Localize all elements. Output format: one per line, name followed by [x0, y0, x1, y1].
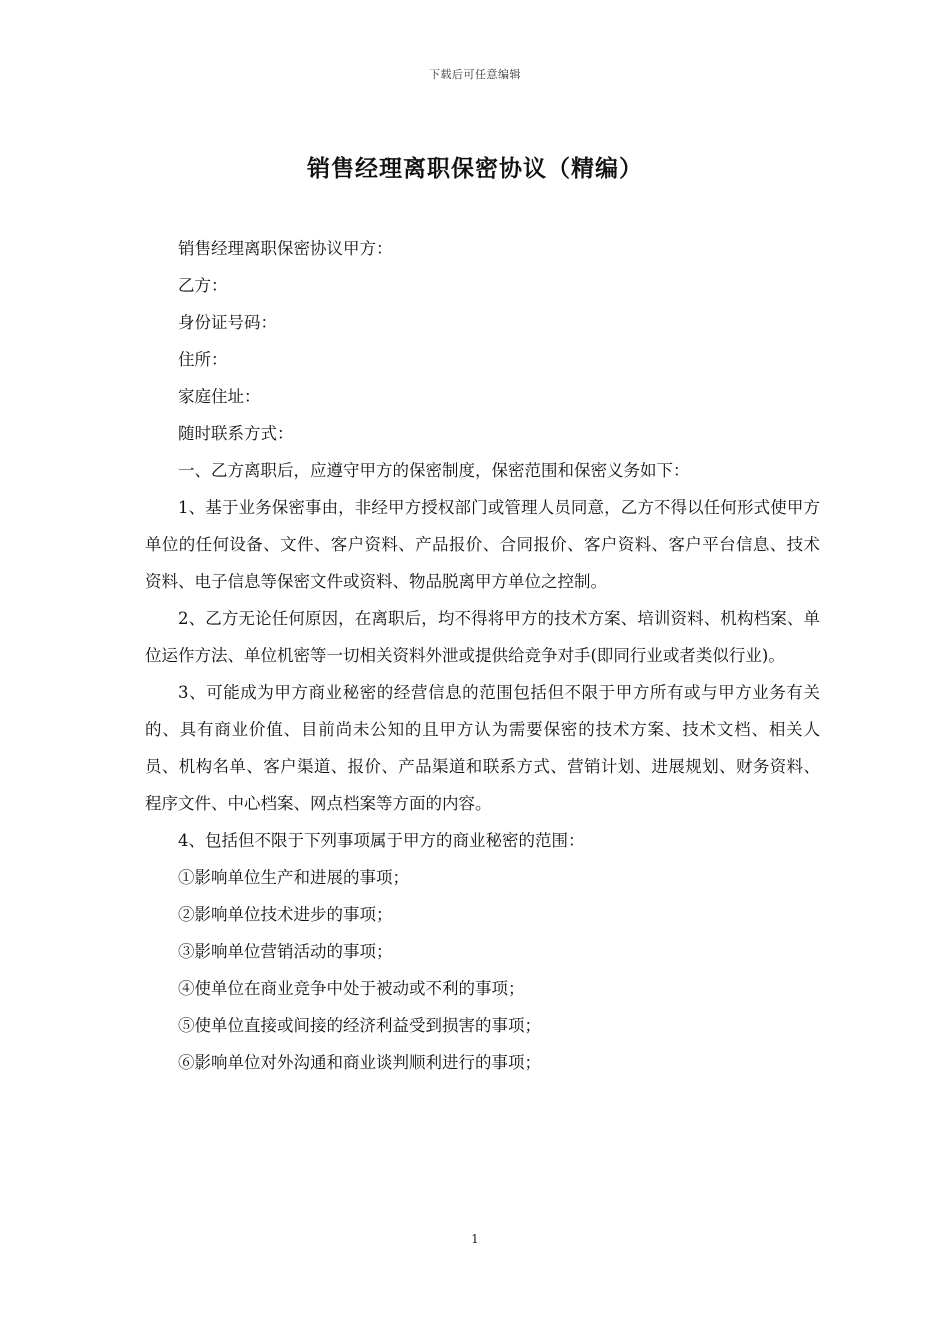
page-number: 1: [471, 1232, 479, 1246]
list-item: ⑤使单位直接或间接的经济利益受到损害的事项；: [178, 1016, 541, 1035]
paragraph-home-address: 家庭住址：: [178, 387, 261, 406]
paragraph-party-a: 销售经理离职保密协议甲方：: [178, 239, 393, 258]
list-item: ④使单位在商业竞争中处于被动或不利的事项；: [178, 979, 525, 998]
page-header-note: 下载后可任意编辑: [429, 68, 521, 81]
paragraph-clause-3: 3、可能成为甲方商业秘密的经营信息的范围包括但不限于甲方所有或与甲方业务有关的、具有商业价值、目前尚未公知的且甲方认为需要保密的技术方案、技术文档、相关人员、机构名单、客户渠道、报价、产品渠道和联系方式、营销计划、进展规划、财务资料、程序文件、中心档案、网点档案等方面的内容。: [145, 683, 820, 813]
list-item: ②影响单位技术进步的事项；: [178, 905, 393, 924]
paragraph-clause-1: 1、基于业务保密事由，非经甲方授权部门或管理人员同意，乙方不得以任何形式使甲方单位的任何设备、文件、客户资料、产品报价、合同报价、客户资料、客户平台信息、技术资料、电子信息等保密文件或资料、物品脱离甲方单位之控制。: [145, 498, 820, 591]
list-item: ⑥影响单位对外沟通和商业谈判顺利进行的事项；: [178, 1053, 541, 1072]
paragraph-section-1: 一、乙方离职后，应遵守甲方的保密制度，保密范围和保密义务如下：: [178, 461, 690, 480]
paragraph-id-number: 身份证号码：: [178, 313, 277, 332]
document-title: 销售经理离职保密协议（精编）: [307, 155, 643, 182]
paragraph-contact: 随时联系方式：: [178, 424, 294, 443]
paragraph-residence: 住所：: [178, 350, 228, 369]
list-item: ③影响单位营销活动的事项；: [178, 942, 393, 961]
paragraph-clause-2: 2、乙方无论任何原因，在离职后，均不得将甲方的技术方案、培训资料、机构档案、单位运作方法、单位机密等一切相关资料外泄或提供给竞争对手(即同行业或者类似行业)。: [145, 609, 820, 665]
document-body: [145, 230, 820, 1081]
paragraph-party-b: 乙方：: [178, 276, 228, 295]
list-item: ①影响单位生产和进展的事项；: [178, 868, 409, 887]
paragraph-clause-4: 4、包括但不限于下列事项属于甲方的商业秘密的范围：: [178, 831, 585, 850]
